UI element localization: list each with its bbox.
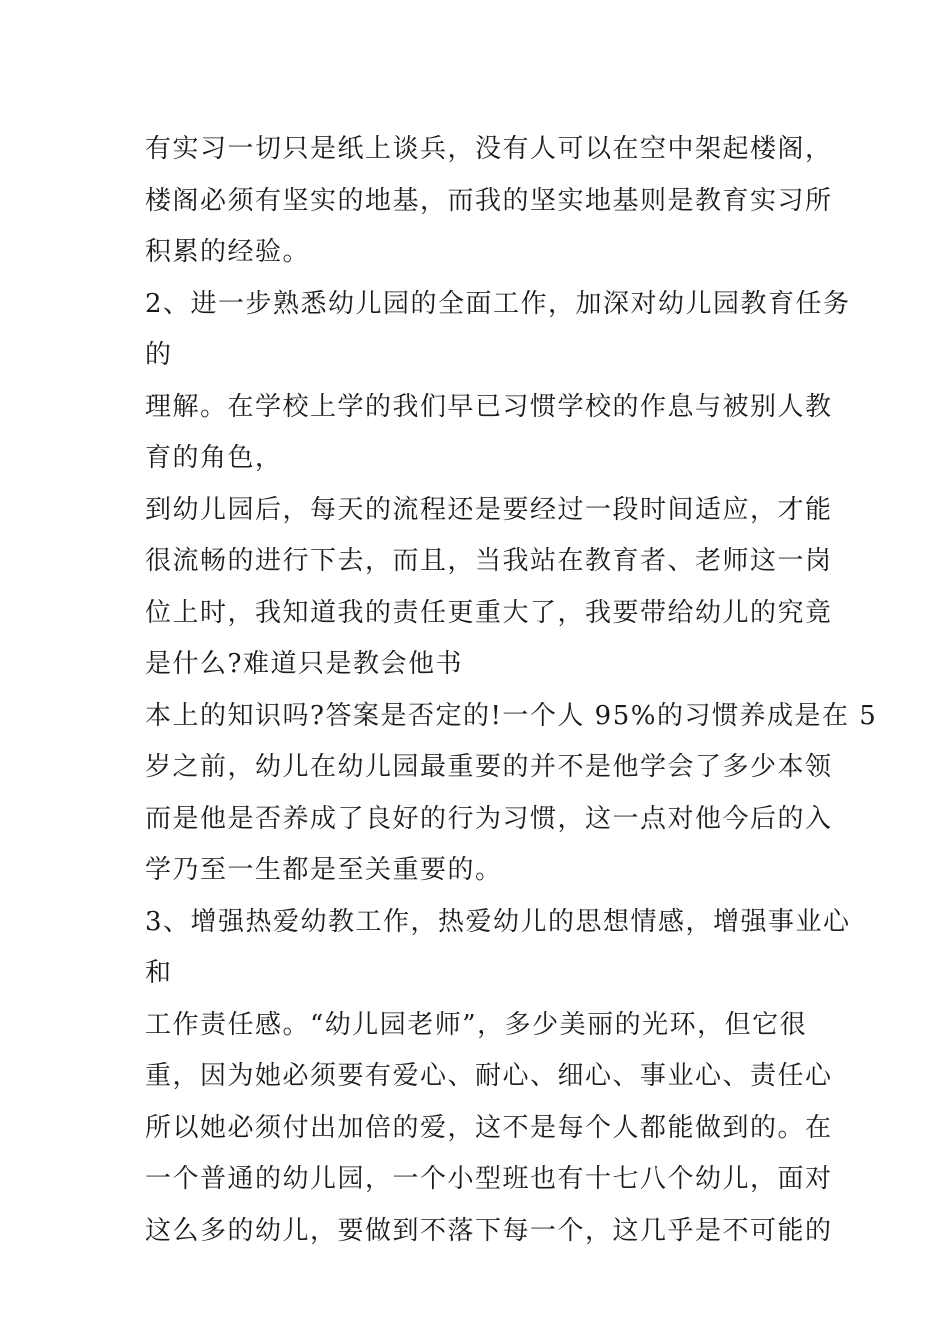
text-line: 岁之前，幼儿在幼儿园最重要的并不是他学会了多少本领 [145, 752, 833, 782]
text-line: 和 [145, 958, 173, 988]
text-line: 的 [145, 340, 173, 370]
text-line: 而是他是否养成了良好的行为习惯，这一点对他今后的入 [145, 803, 833, 834]
text-line: 所以她必须付出加倍的爱，这不是每个人都能做到的。在 [145, 1112, 833, 1143]
text-line: 本上的知识吗?答案是否定的!一个人 95%的习惯养成是在 5 [145, 700, 878, 731]
text-line: 育的角色， [145, 443, 283, 473]
text-line: 3、增强热爱幼教工作，热爱幼儿的思想情感，增强事业心 [145, 906, 851, 937]
text-line: 学乃至一生都是至关重要的。 [145, 855, 503, 885]
text-line: 到幼儿园后，每天的流程还是要经过一段时间适应，才能 [145, 494, 833, 525]
text-line: 积累的经验。 [145, 237, 311, 267]
body-text [145, 124, 878, 1257]
text-line: 工作责任感。“幼儿园老师”，多少美丽的光环，但它很 [145, 1009, 808, 1040]
text-line: 重，因为她必须要有爱心、耐心、细心、事业心、责任心 [145, 1061, 833, 1091]
text-line: 位上时，我知道我的责任更重大了，我要带给幼儿的究竟 [145, 597, 833, 628]
text-line: 楼阁必须有坚实的地基，而我的坚实地基则是教育实习所 [145, 185, 833, 216]
text-line: 2、进一步熟悉幼儿园的全面工作，加深对幼儿园教育任务 [145, 288, 851, 319]
text-line: 有实习一切只是纸上谈兵，没有人可以在空中架起楼阁， [145, 134, 833, 164]
text-line: 这么多的幼儿，要做到不落下每一个，这几乎是不可能的 [145, 1215, 833, 1246]
text-line: 很流畅的进行下去，而且，当我站在教育者、老师这一岗 [145, 546, 833, 576]
text-line: 是什么?难道只是教会他书 [145, 649, 463, 679]
text-line: 一个普通的幼儿园，一个小型班也有十七八个幼儿，面对 [145, 1164, 833, 1194]
text-line: 理解。在学校上学的我们早已习惯学校的作息与被别人教 [145, 391, 833, 422]
